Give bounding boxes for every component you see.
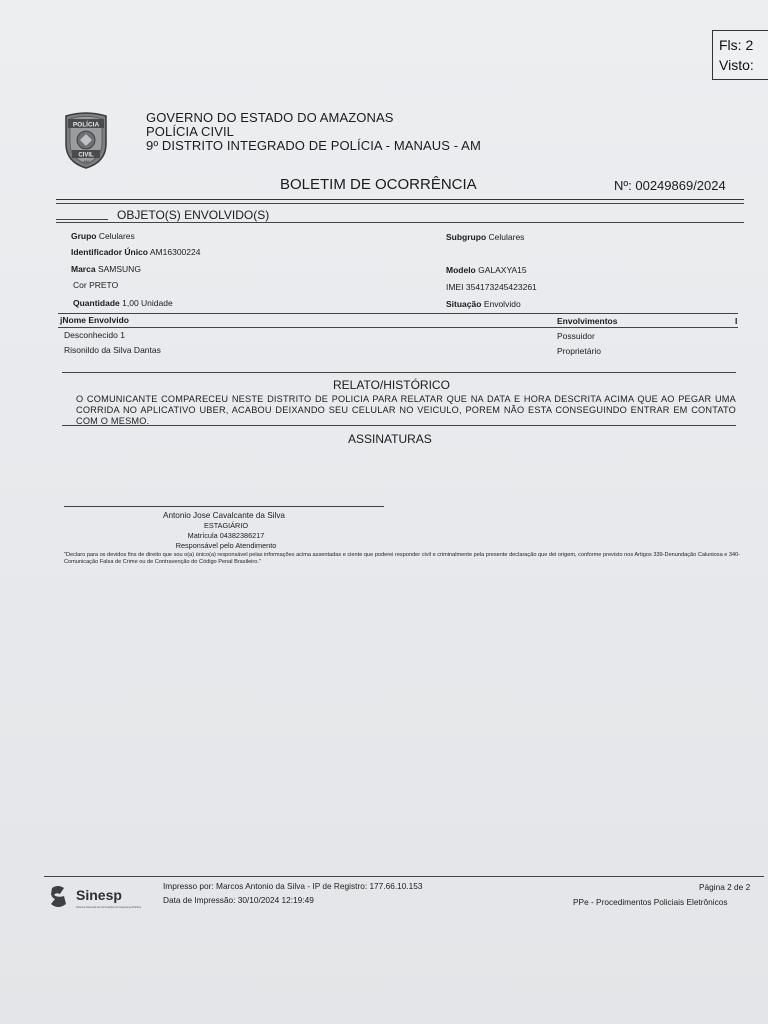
field-quantidade: Quantidade 1,00 Unidade [73,298,173,308]
divider-line [62,372,736,373]
svg-text:POLÍCIA: POLÍCIA [72,121,100,129]
field-marca: Marca SAMSUNG [71,264,141,274]
relato-text: O COMUNICANTE COMPARECEU NESTE DISTRITO DE POLICIA PARA RELATAR QUE NA DATA E HORA DESCRITA ACIMA QUE AO PEGAR UMA CORRIDA NO APLICATIVO UBER, ACABOU DEIXANDO SEU CELULAR NO VEICULO, POREM NÃO ESTA CONSEGUINDO ENTRAR EM CONTATO COM O MESMO. [76,394,736,426]
signer-matricula: Matrícula 04382386217 [187,531,265,540]
footer-data-impressao: Data de Impressão: 30/10/2024 12:19:49 [163,895,314,905]
header-policia-civil: POLÍCIA CIVIL [146,124,235,139]
table-row-nome: Desconhecido 1 [64,330,125,340]
svg-text:Sinesp: Sinesp [76,887,122,903]
fls-label: Fls: 2 [719,37,754,53]
footer-impresso: Impresso por: Marcos Antonio da Silva - IP de Registro: 177.66.10.153 [163,881,423,891]
table-row-envolvimento: Possuidor [557,331,595,341]
column-header-end: I [735,316,738,326]
svg-text:CIVIL: CIVIL [78,152,94,159]
divider-line [58,313,738,314]
footer-sistema: PPe - Procedimentos Policiais Eletrônicos [573,897,728,907]
divider-line [58,327,738,328]
policia-civil-seal-icon [56,110,116,170]
field-grupo: Grupo Celulares [71,231,135,241]
column-header-nome: jNome Envolvido [60,315,129,325]
section-title-assinaturas: ASSINATURAS [348,432,432,446]
section-title-relato: RELATO/HISTÓRICO [333,378,450,392]
svg-text:AM: AM [83,160,89,164]
divider-line [56,222,744,223]
footer-pagina: Página 2 de 2 [699,882,751,892]
signer-role: ESTAGIÁRIO [203,521,249,530]
section-title-objetos: OBJETO(S) ENVOLVIDO(S) [117,208,270,222]
divider-line [56,219,108,220]
divider-line [56,203,744,204]
document-title: BOLETIM DE OCORRÊNCIA [280,176,477,193]
declaracao-text: "Declaro para os devidos fins de direito que sou o(a) único(a) responsável pelas informações acima assentadas e ciente que poderei responder civil e criminalmente pela presente declaração que dei origem, conforme previsto nos Artigos 339-Denundação Caluniosa e 340-Comunicação Falsa de Crime ou de Contravenção do Código Penal Brasileiro." [64,552,741,565]
signer-responsavel: Responsável pelo Atendimento [175,541,277,550]
svg-text:Sistema Nacional de Informaçõe: Sistema Nacional de Informações de Segurança Pública [76,906,141,909]
folha-stamp-box [712,30,768,80]
document-number: Nº: 00249869/2024 [614,178,726,193]
divider-line [56,199,744,200]
field-subgrupo: Subgrupo Celulares [446,232,525,242]
column-header-envolvimento: Envolvimentos [557,316,618,326]
header-distrito: 9º DISTRITO INTEGRADO DE POLÍCIA - MANAUS - AM [146,138,481,153]
visto-label: Visto: [719,57,754,73]
field-identificador: Identificador Único AM16300224 [71,247,201,257]
field-cor: Cor PRETO [73,280,119,290]
table-row-envolvimento: Proprietário [557,346,601,356]
signer-name: Antonio Jose Cavalcante da Silva [163,511,285,520]
table-row-nome: Risonildo da Silva Dantas [64,345,161,355]
signature-line [64,506,384,507]
divider-line [62,425,736,426]
field-imei: IMEI 354173245423261 [446,282,537,292]
header-government: GOVERNO DO ESTADO DO AMAZONAS [146,110,394,125]
sinesp-logo-icon [48,882,158,912]
field-situacao: Situação Envolvido [446,299,521,309]
field-modelo: Modelo GALAXYA15 [446,265,527,275]
footer-divider [44,876,764,877]
